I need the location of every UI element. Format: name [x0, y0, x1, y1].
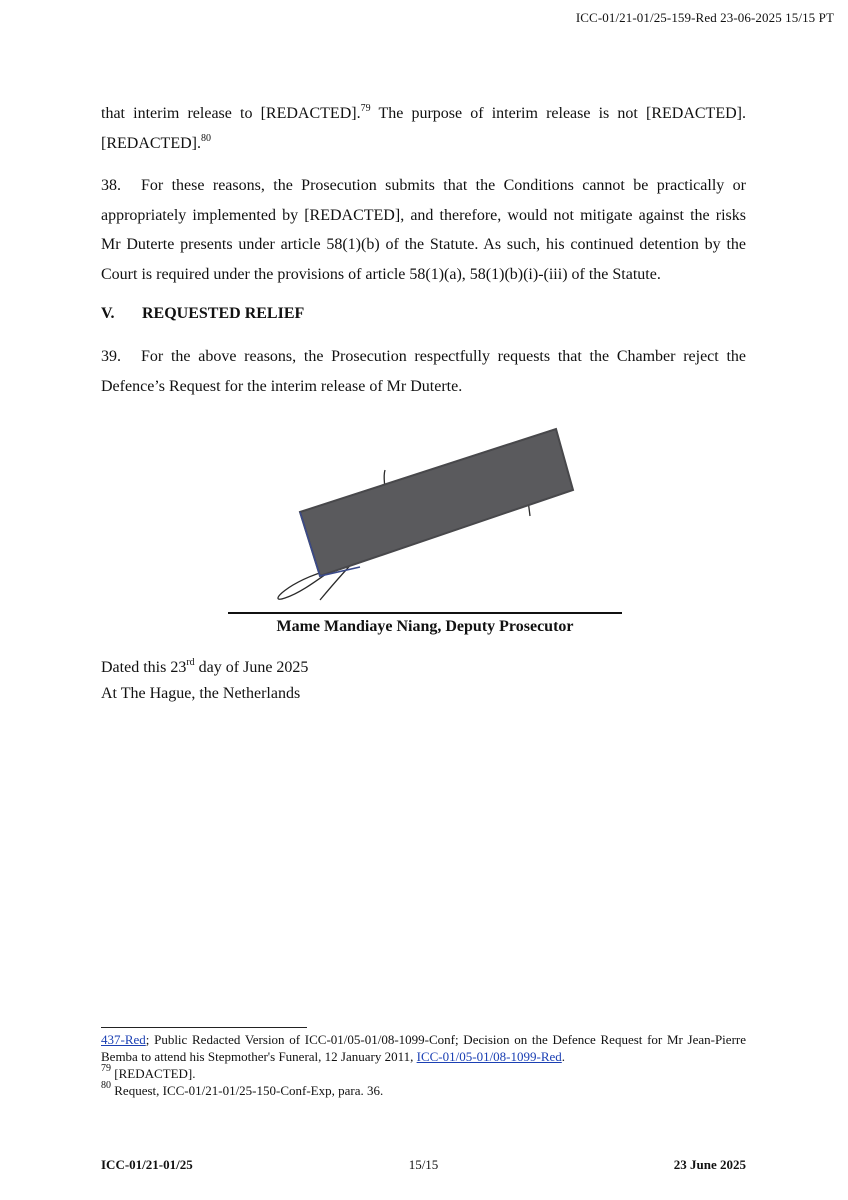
- footnote-text: Request, ICC-01/21-01/25-150-Conf-Exp, para. 36.: [111, 1083, 384, 1098]
- redacted-signature: [270, 420, 590, 610]
- footer-date: 23 June 2025: [673, 1157, 746, 1172]
- date-ordinal: rd: [186, 657, 195, 668]
- page-header-reference: ICC-01/21-01/25-159-Red 23-06-2025 15/15 PT: [575, 10, 834, 25]
- paragraph-continuation: [101, 99, 746, 158]
- redaction-box: [300, 429, 573, 576]
- footer-page-number: 15/15: [408, 1157, 439, 1172]
- footnote-79: [101, 1065, 746, 1082]
- section-number: V.: [101, 305, 115, 322]
- paragraph-text: The purpose of interim release is not [REDACTED]. [REDACTED].: [101, 105, 746, 152]
- paragraph-number: 38.: [101, 177, 121, 194]
- footnote-text: [REDACTED].: [111, 1066, 196, 1081]
- footnote-ref-79[interactable]: 79: [360, 103, 371, 114]
- footer-case-number: ICC-01/21-01/25: [101, 1157, 193, 1172]
- footnote-ref-80[interactable]: 80: [200, 132, 211, 144]
- footnote-text: ; Public Redacted Version of ICC-01/05-01/08-1099-Conf; Decision on the Defence Request for Mr Jean-Pierre Bemba to attend his Stepmother's Funeral, 12 January 2011,: [101, 1032, 746, 1064]
- date-line: [101, 655, 308, 681]
- signature-line: [228, 612, 622, 614]
- footnote-number: 80: [101, 1080, 111, 1091]
- footnotes: [101, 1031, 746, 1099]
- paragraph-text: that interim release to [REDACTED].: [101, 105, 361, 122]
- paragraph-number: 39.: [101, 348, 121, 365]
- place-line: At The Hague, the Netherlands: [101, 685, 301, 702]
- footnote-number: 79: [101, 1063, 111, 1074]
- section-heading: [101, 305, 304, 323]
- date-text: day of June 2025: [194, 659, 309, 676]
- footnote-link[interactable]: ICC-01/05-01/08-1099-Red: [416, 1049, 562, 1064]
- footnote-link[interactable]: 437-Red: [101, 1032, 146, 1047]
- page-footer: [101, 1157, 746, 1177]
- signatory-name: Mame Mandiaye Niang, Deputy Prosecutor: [276, 618, 574, 635]
- paragraph-text: For these reasons, the Prosecution submits that the Conditions cannot be practically or appropriately implemented by [REDACTED], and therefore, would not mitigate against the risks Mr Duterte presents under article 58(1)(b) of the Statute. As such, his continued detention by the Court is required under the provisions of article 58(1)(a), 58(1)(b)(i)-(iii) of the Statute.: [101, 177, 746, 283]
- paragraph-38: [101, 171, 746, 289]
- section-title: REQUESTED RELIEF: [142, 305, 305, 322]
- dated-block: [101, 655, 308, 707]
- paragraph-text: For the above reasons, the Prosecution respectfully requests that the Chamber reject the Defence’s Request for the interim release of Mr Duterte.: [101, 348, 746, 395]
- date-text: Dated this 23: [101, 659, 187, 676]
- footnote-continuation: [101, 1031, 746, 1065]
- footnote-80: [101, 1082, 746, 1099]
- paragraph-39: [101, 342, 746, 401]
- footnote-text: .: [561, 1049, 566, 1064]
- footnote-separator: [101, 1027, 307, 1028]
